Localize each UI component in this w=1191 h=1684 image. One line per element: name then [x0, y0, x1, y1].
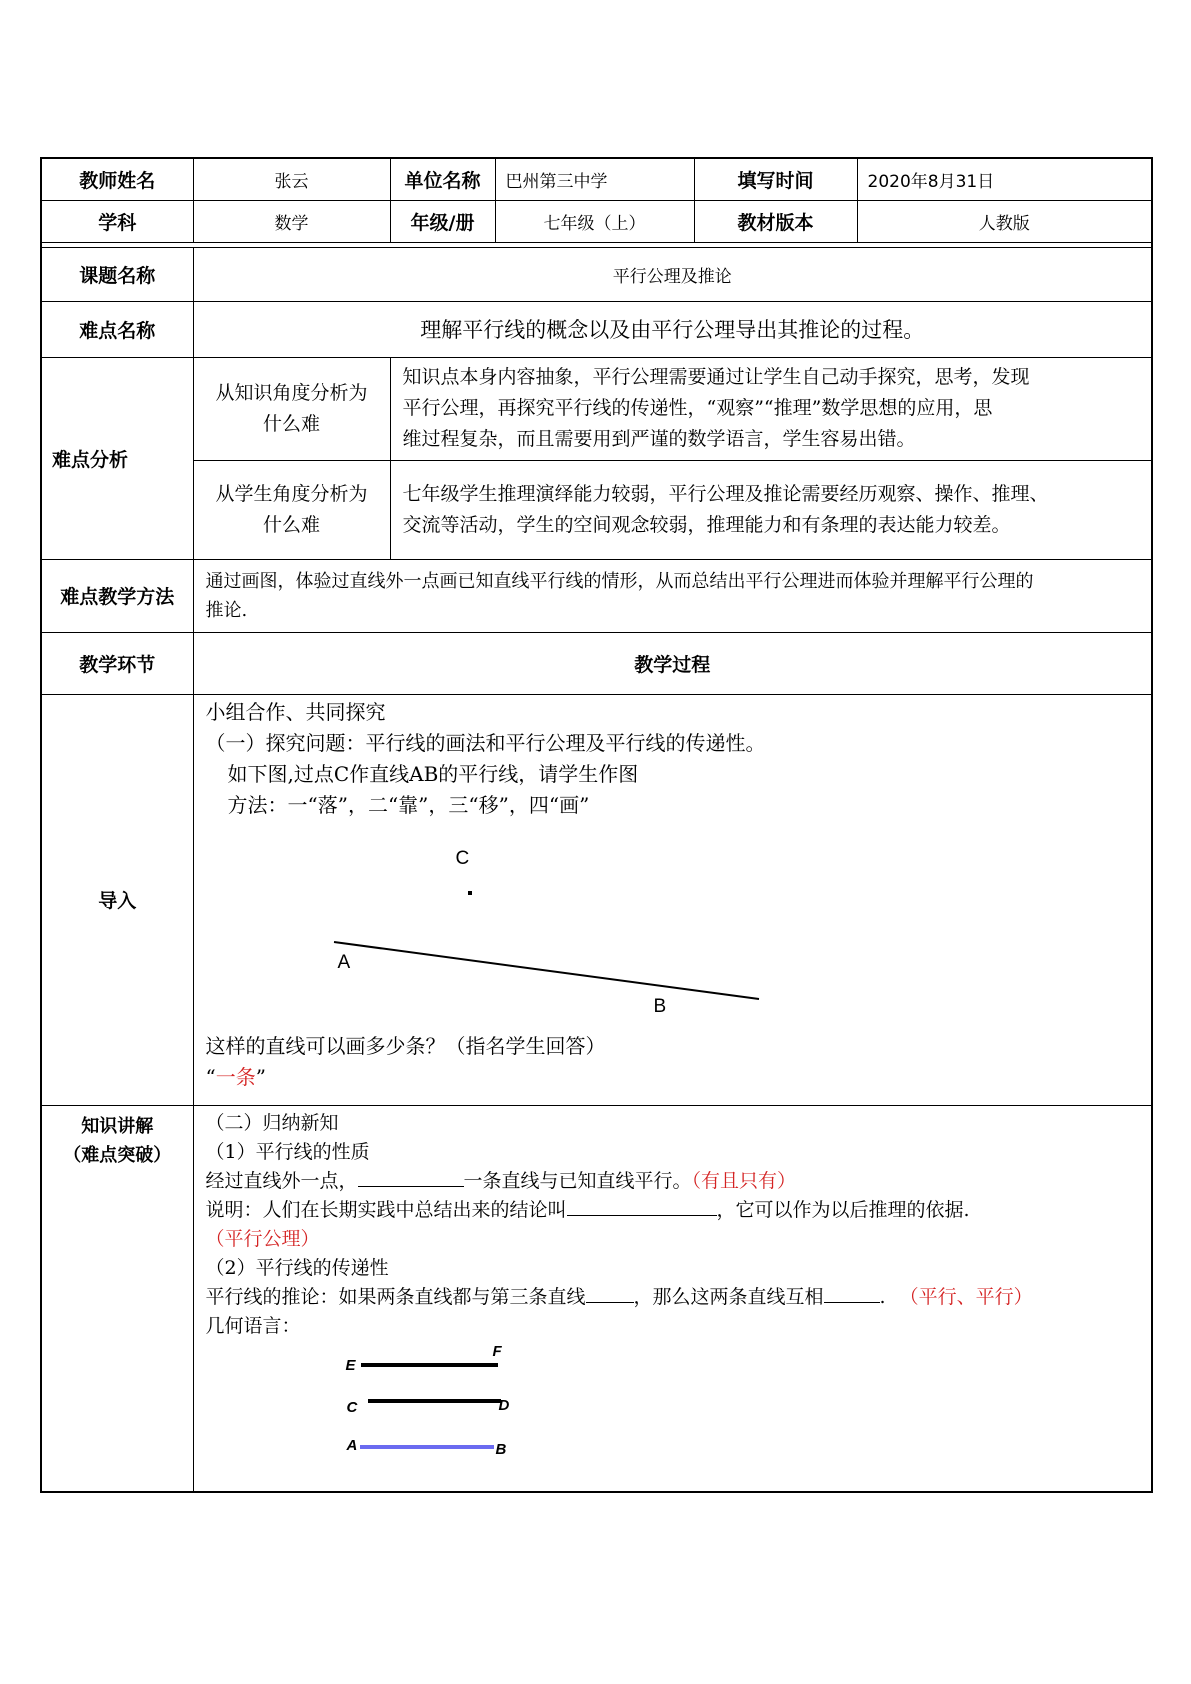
teacher-label: 教师姓名 — [41, 158, 193, 200]
process-header-row — [41, 632, 1152, 694]
line-ab — [334, 942, 759, 999]
intro-line-4: 方法：一“落”，二“靠”，三“移”，四“画” — [227, 792, 590, 817]
process-title: 教学过程 — [193, 632, 1152, 694]
unit-label: 单位名称 — [390, 158, 495, 200]
label-e: E — [345, 1356, 356, 1374]
analysis-row-knowledge — [41, 357, 1152, 460]
intro-label: 导入 — [41, 694, 193, 1105]
intro-line-3: 如下图,过点C作直线AB的平行线，请学生作图 — [227, 761, 639, 786]
intro-answer — [206, 1062, 1140, 1093]
point-c-label: C — [455, 847, 470, 869]
label-c: C — [346, 1398, 358, 1416]
answer-2: （平行公理） — [205, 1227, 320, 1250]
header-row-1 — [41, 158, 1152, 200]
answer-1: （有且只有） — [691, 1169, 797, 1192]
edition-label: 教材版本 — [694, 200, 857, 242]
method-label: 难点教学方法 — [41, 559, 193, 632]
topic-label: 课题名称 — [41, 247, 193, 301]
line4-text-a: 说明：人们在长期实践中总结出来的结论叫 — [205, 1198, 567, 1221]
student-angle-label: 从学生角度分析为什么难 — [193, 460, 390, 559]
knowledge-label-line-2: （难点突破） — [63, 1144, 172, 1166]
knowledge-angle-label: 从知识角度分析为什么难 — [193, 357, 390, 460]
knowledge-line-2: （1）平行线的性质 — [205, 1140, 370, 1163]
subject-value: 数学 — [193, 200, 390, 242]
answer-close-quote: ” — [255, 1064, 266, 1089]
knowledge-row — [41, 1105, 1152, 1492]
blank-4 — [824, 1286, 880, 1303]
teacher-value: 张云 — [193, 158, 390, 200]
knowledge-label-line-1: 知识讲解 — [81, 1115, 154, 1137]
blank-2 — [567, 1199, 717, 1216]
line4-text-b: ，它可以作为以后推理的依据. — [716, 1198, 970, 1221]
knowledge-line-3 — [206, 1167, 1140, 1196]
grade-label: 年级/册 — [390, 200, 495, 242]
point-a-label: A — [337, 951, 351, 973]
difficulty-row — [41, 301, 1152, 357]
knowledge-line-2: 平行公理，再探究平行线的传递性，“观察”“推理”数学思想的应用，思 — [402, 397, 993, 419]
method-line-2: 推论. — [205, 599, 248, 621]
answer-text: 一条 — [215, 1064, 256, 1089]
knowledge-label — [41, 1105, 193, 1492]
lesson-plan-table — [40, 157, 1153, 1493]
label-b: B — [495, 1440, 507, 1458]
label-d: D — [498, 1396, 510, 1414]
knowledge-angle-text — [390, 357, 1152, 460]
analysis-row-student — [41, 460, 1152, 559]
line3-text-b: 一条直线与已知直线平行。 — [463, 1169, 692, 1192]
grade-value: 七年级（上） — [495, 200, 694, 242]
intro-question: 这样的直线可以画多少条？（指名学生回答） — [205, 1033, 606, 1058]
answer-open-quote: “ — [205, 1064, 216, 1089]
blank-3 — [586, 1286, 634, 1303]
date-value: 2020年8月31日 — [857, 158, 1152, 200]
topic-row — [41, 247, 1152, 301]
label-f: F — [492, 1342, 502, 1360]
knowledge-line-8: 几何语言： — [205, 1314, 301, 1337]
knowledge-content — [193, 1105, 1152, 1492]
answer-3: （平行、平行） — [899, 1285, 1033, 1308]
figure-efcdab-svg — [206, 1341, 606, 1491]
knowledge-line-3: 维过程复杂，而且需要用到严谨的数学语言，学生容易出错。 — [402, 428, 916, 450]
point-b-label: B — [653, 995, 667, 1017]
line3-text-a: 经过直线外一点， — [205, 1169, 358, 1192]
point-c — [468, 891, 472, 895]
figure-ab-c-svg — [206, 821, 1086, 1031]
method-line-1: 通过画图，体验过直线外一点画已知直线平行线的情形，从而总结出平行公理进而体验并理解平行公理的 — [205, 570, 1034, 592]
line7-text-a: 平行线的推论：如果两条直线都与第三条直线 — [205, 1285, 586, 1308]
knowledge-line-4 — [206, 1196, 1140, 1225]
student-angle-text — [390, 460, 1152, 559]
unit-value: 巴州第三中学 — [495, 158, 694, 200]
lesson-plan-sheet — [40, 157, 1151, 1516]
method-row — [41, 559, 1152, 632]
topic-value: 平行公理及推论 — [193, 247, 1152, 301]
student-line-2: 交流等活动，学生的空间观念较弱，推理能力和有条理的表达能力较差。 — [402, 513, 1011, 536]
edition-value: 人教版 — [857, 200, 1152, 242]
knowledge-line-1: （二）归纳新知 — [205, 1111, 339, 1134]
knowledge-line-6: （2）平行线的传递性 — [205, 1256, 389, 1279]
intro-line-1: 小组合作、共同探究 — [205, 699, 386, 724]
header-row-2 — [41, 200, 1152, 242]
line7-text-c: . — [879, 1285, 886, 1308]
label-a: A — [346, 1436, 358, 1454]
subject-label: 学科 — [41, 200, 193, 242]
difficulty-value: 理解平行线的概念以及由平行公理导出其推论的过程。 — [193, 301, 1152, 357]
difficulty-label: 难点名称 — [41, 301, 193, 357]
process-stage-label: 教学环节 — [41, 632, 193, 694]
date-label: 填写时间 — [694, 158, 857, 200]
analysis-label: 难点分析 — [41, 357, 193, 559]
knowledge-line-1: 知识点本身内容抽象，平行公理需要通过让学生自己动手探究，思考，发现 — [402, 366, 1030, 388]
method-text — [193, 559, 1152, 632]
parallel-construction-figure — [206, 821, 1140, 1031]
intro-row — [41, 694, 1152, 1105]
line7-text-b: ，那么这两条直线互相 — [633, 1285, 824, 1308]
intro-line-2: （一）探究问题：平行线的画法和平行公理及平行线的传递性。 — [205, 730, 766, 755]
three-parallel-lines-figure — [206, 1341, 1140, 1491]
intro-content — [193, 694, 1152, 1105]
knowledge-line-7 — [206, 1283, 1140, 1312]
blank-1 — [358, 1170, 464, 1187]
student-line-1: 七年级学生推理演绎能力较弱，平行公理及推论需要经历观察、操作、推理、 — [402, 482, 1049, 505]
